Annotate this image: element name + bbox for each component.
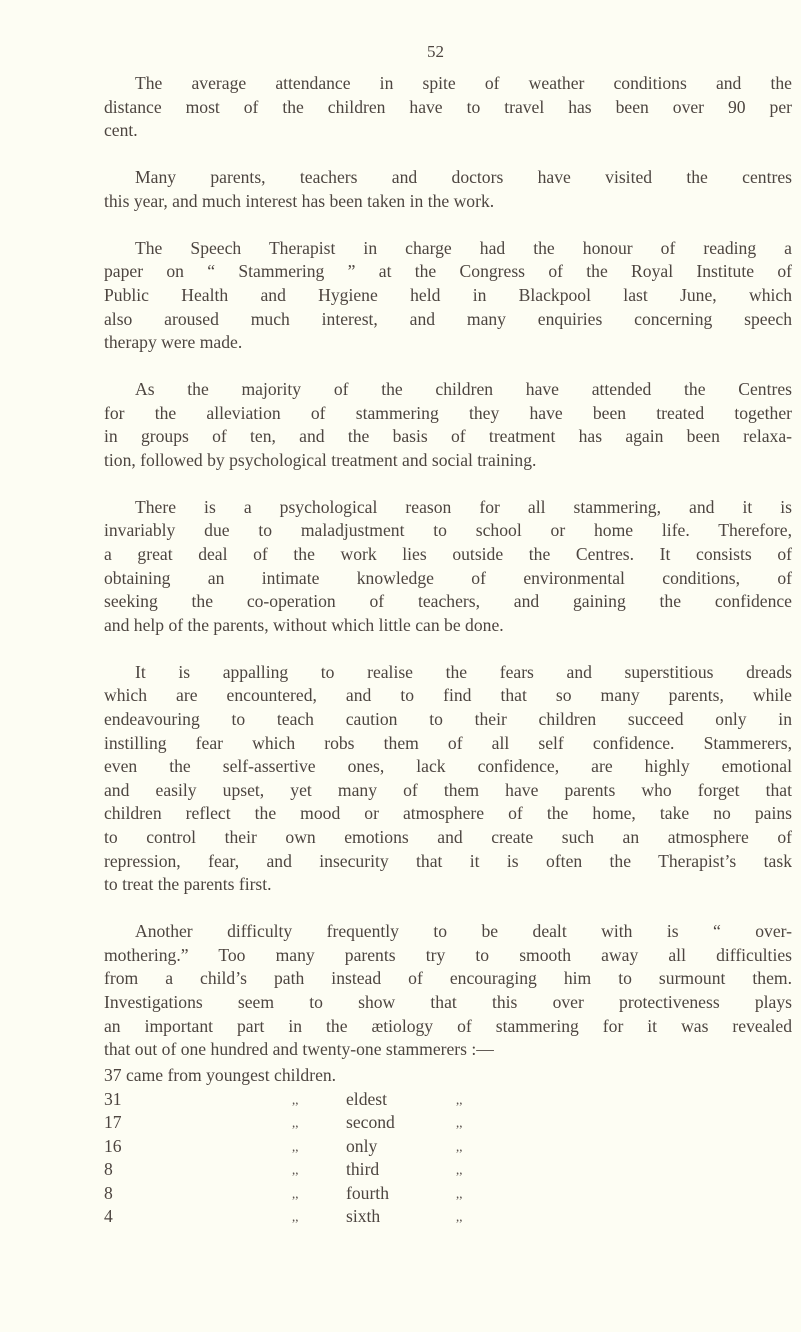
count-cell: 31 — [104, 1088, 122, 1109]
birth-order-table — [104, 1064, 704, 1229]
text-line: even the self-assertive ones, lack confidence, are highly emotional — [104, 756, 792, 777]
text-line: repression, fear, and insecurity that it is often the Therapist’s task — [104, 850, 792, 871]
position-cell: fourth — [346, 1182, 389, 1203]
text-line: for the alleviation of stammering they have been treated together — [104, 402, 792, 423]
text-line: a great deal of the work lies outside the Centres. It consists of — [104, 544, 792, 565]
text-line: therapy were made. — [104, 332, 243, 353]
count-cell: 8 — [104, 1182, 113, 1203]
ditto-mark: ,, — [292, 1162, 299, 1177]
text-line: Public Health and Hygiene held in Blackpool last June, which — [104, 284, 792, 305]
paragraph — [104, 72, 792, 143]
paragraph — [104, 166, 792, 213]
ditto-mark: ,, — [456, 1162, 463, 1177]
text-line: The average attendance in spite of weather conditions and the — [135, 73, 792, 93]
text-line: also aroused much interest, and many enquiries concerning speech — [104, 308, 792, 329]
text-line: from a child’s path instead of encouraging him to surmount them. — [104, 968, 792, 989]
count-cell: 8 — [104, 1159, 113, 1179]
position-cell: only — [346, 1135, 378, 1156]
text-line: and help of the parents, without which little can be done. — [104, 614, 504, 635]
ditto-mark: ,, — [292, 1185, 299, 1201]
ditto-mark: ,, — [456, 1138, 463, 1154]
position-cell: eldest — [346, 1088, 388, 1109]
text-line: to treat the parents first. — [104, 874, 272, 895]
text-line: Another difficulty frequently to be dealt with is “ over- — [135, 921, 792, 942]
paragraph — [104, 237, 792, 355]
text-line: There is a psychological reason for all stammering, and it is — [135, 496, 792, 517]
text-line: mothering.” Too many parents try to smooth away all difficulties — [104, 944, 792, 965]
position-cell: second — [346, 1112, 395, 1132]
paragraph — [104, 661, 792, 897]
text-line: distance most of the children have to travel has been over 90 per — [104, 96, 792, 117]
text-line: cent. — [104, 120, 138, 141]
table-row — [104, 1205, 704, 1229]
text-line: to control their own emotions and create such an atmosphere of — [104, 826, 792, 847]
ditto-mark: ,, — [292, 1209, 299, 1224]
text-line: an important part in the ætiology of stammering for it was revealed — [104, 1015, 792, 1036]
text-line: obtaining an intimate knowledge of environmental conditions, of — [104, 567, 792, 588]
table-first-row: 37 came from youngest children. — [104, 1065, 337, 1085]
paragraph — [104, 496, 792, 638]
table-row — [104, 1182, 704, 1206]
table-row — [104, 1158, 704, 1182]
position-cell: sixth — [346, 1206, 381, 1226]
paragraph — [104, 920, 792, 1062]
count-cell: 4 — [104, 1206, 113, 1226]
text-line: which are encountered, and to find that so many parents, while — [104, 685, 792, 706]
ditto-mark: ,, — [456, 1091, 463, 1107]
text-line: that out of one hundred and twenty-one stammerers :— — [104, 1039, 494, 1060]
count-cell: 17 — [104, 1112, 122, 1132]
count-cell: 16 — [104, 1135, 122, 1156]
text-line: invariably due to maladjustment to school or home life. Therefore, — [104, 520, 792, 541]
ditto-mark: ,, — [456, 1209, 463, 1224]
text-line: It is appalling to realise the fears and superstitious dreads — [135, 661, 792, 682]
position-cell: third — [346, 1159, 380, 1179]
text-line: seeking the co-operation of teachers, and gaining the confidence — [104, 591, 792, 612]
text-line: this year, and much interest has been taken in the work. — [104, 190, 495, 211]
text-line: in groups of ten, and the basis of treatment has again been relaxa- — [104, 426, 792, 447]
text-line: and easily upset, yet many of them have parents who forget that — [104, 779, 792, 800]
text-line: endeavouring to teach caution to their children succeed only in — [104, 709, 792, 730]
ditto-mark: ,, — [292, 1091, 299, 1107]
text-line: instilling fear which robs them of all self confidence. Stammerers, — [104, 732, 792, 753]
text-line: Many parents, teachers and doctors have visited the centres — [135, 167, 792, 188]
table-row — [104, 1088, 704, 1112]
text-line: Investigations seem to show that this over protectiveness plays — [104, 991, 792, 1012]
table-row — [104, 1111, 704, 1135]
text-line: paper on “ Stammering ” at the Congress of the Royal Institute of — [104, 261, 792, 282]
text-line: As the majority of the children have attended the Centres — [135, 379, 792, 400]
page-number: 52 — [427, 42, 444, 61]
table-row — [104, 1135, 704, 1159]
text-line: tion, followed by psychological treatment and social training. — [104, 449, 537, 470]
text-line: The Speech Therapist in charge had the honour of reading a — [135, 237, 792, 258]
table-row — [104, 1064, 704, 1088]
ditto-mark: ,, — [456, 1115, 463, 1130]
ditto-mark: ,, — [292, 1138, 299, 1154]
ditto-mark: ,, — [292, 1115, 299, 1130]
text-line: children reflect the mood or atmosphere of the home, take no pains — [104, 803, 792, 824]
paragraph — [104, 378, 792, 472]
body-text — [104, 72, 792, 1062]
ditto-mark: ,, — [456, 1185, 463, 1201]
